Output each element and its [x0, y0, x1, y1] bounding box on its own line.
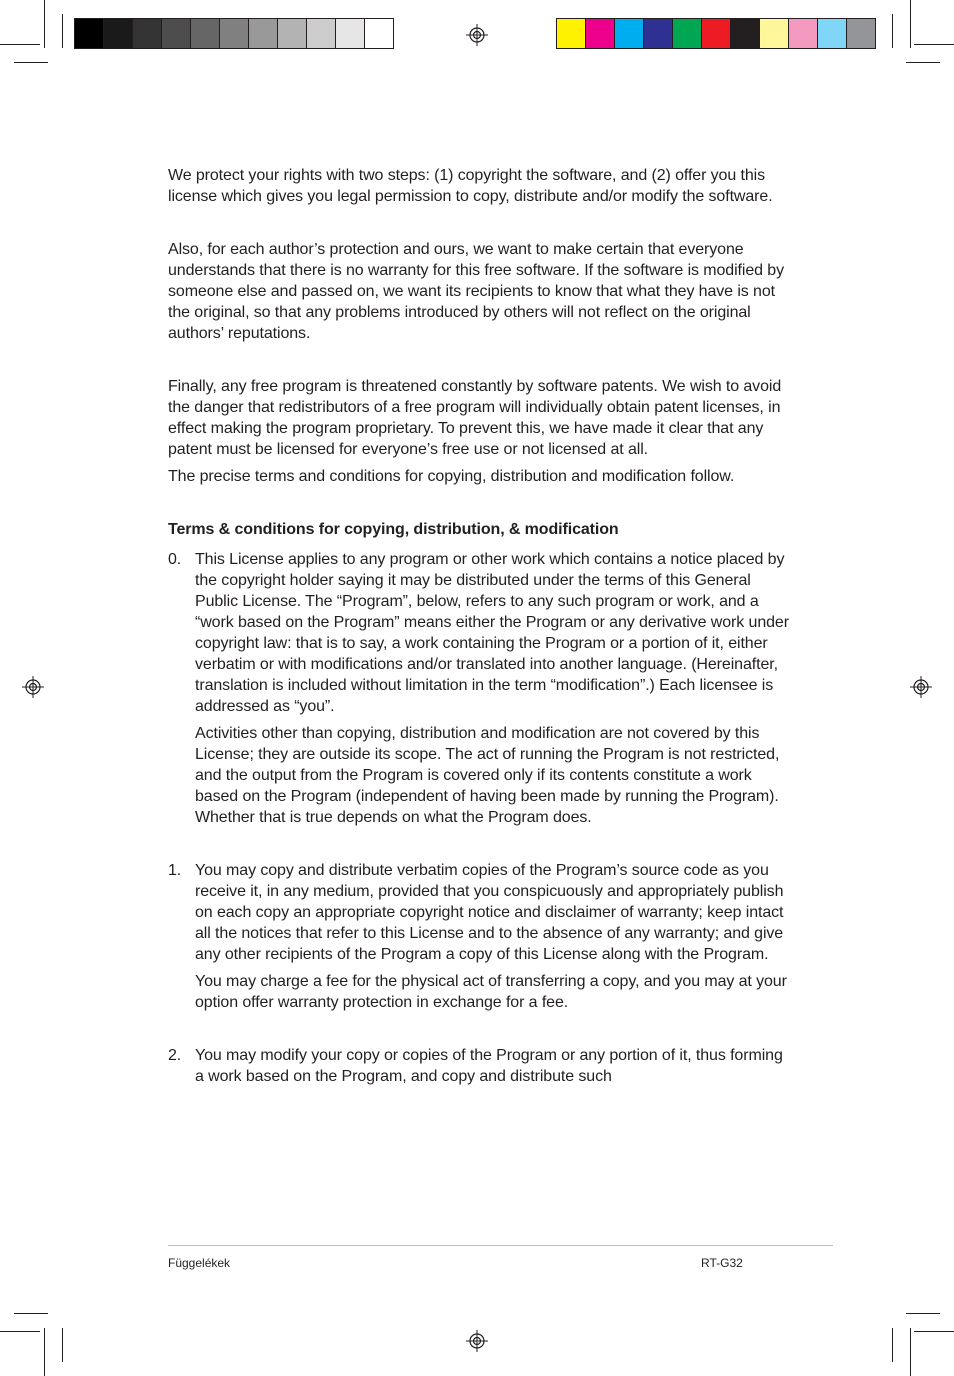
grayscale-swatch — [133, 19, 162, 48]
process-color-swatch — [731, 19, 760, 48]
paragraph: Finally, any free program is threatened constantly by software patents. We wish to avoid the danger that redistributors of a free program will individually obtain patent licenses, in effect making the program proprietary. To prevent this, we have made it clear that any patent must be licensed for everyone’s free use or not licensed at all. — [168, 378, 782, 458]
process-color-swatch — [847, 19, 875, 48]
grayscale-bar — [74, 18, 394, 49]
item-paragraph: You may modify your copy or copies of the Program or any portion of it, thus forming a work based on the Program, and copy and distribute such — [195, 1047, 783, 1085]
process-color-swatch — [615, 19, 644, 48]
terms-heading: Terms & conditions for copying, distribution, & modification — [168, 521, 619, 538]
process-color-swatch — [702, 19, 731, 48]
process-color-swatch — [673, 19, 702, 48]
list-item — [168, 1045, 793, 1087]
process-color-swatch — [586, 19, 615, 48]
process-color-swatch — [644, 19, 673, 48]
paragraph: The precise terms and conditions for copying, distribution and modification follow. — [168, 468, 735, 485]
item-paragraph: This License applies to any program or other work which contains a notice placed by the copyright holder saying it may be distributed under the terms of this General Public License. The “Program”, below, refers to any such program or work, and a “work based on the Program” means either the Program or any derivative work under copyright law: that is to say, a work containing the Program or a portion of it, either verbatim or with modifications and/or translated into another language. (Hereinafter, translation is included without limitation in the term “modification”.) Each licensee is addressed as “you”. — [195, 551, 789, 715]
crop-mark — [906, 62, 940, 63]
process-color-swatch — [789, 19, 818, 48]
list-item — [168, 549, 793, 828]
item-number: 2. — [168, 1047, 182, 1064]
grayscale-swatch — [104, 19, 133, 48]
crop-mark — [44, 1328, 45, 1376]
crop-mark — [892, 1328, 893, 1362]
grayscale-swatch — [307, 19, 336, 48]
registration-mark-icon — [22, 676, 44, 698]
grayscale-swatch — [162, 19, 191, 48]
registration-mark-icon — [466, 1330, 488, 1352]
grayscale-swatch — [220, 19, 249, 48]
crop-mark — [914, 1331, 954, 1332]
grayscale-swatch — [278, 19, 307, 48]
grayscale-swatch — [249, 19, 278, 48]
crop-mark — [0, 44, 40, 45]
crop-mark — [44, 0, 45, 48]
process-color-bar — [556, 18, 876, 49]
crop-mark — [62, 14, 63, 48]
footer-section-label: Függelékek — [168, 1256, 231, 1270]
item-number: 1. — [168, 862, 182, 879]
crop-mark — [910, 0, 911, 48]
license-text — [168, 165, 793, 1087]
registration-mark-icon — [466, 24, 488, 46]
item-number: 0. — [168, 551, 182, 568]
crop-mark — [910, 1328, 911, 1376]
paragraph: Also, for each author’s protection and ours, we want to make certain that everyone understands that there is no warranty for this free software. If the software is modified by someone else and passed on, we want its recipients to know that what they have is not the original, so that any problems introduced by others will not reflect on the original authors’ reputations. — [168, 241, 784, 342]
crop-mark — [914, 44, 954, 45]
grayscale-swatch — [75, 19, 104, 48]
item-paragraph: You may charge a fee for the physical act of transferring a copy, and you may at your option offer warranty protection in exchange for a fee. — [195, 973, 787, 1011]
process-color-swatch — [557, 19, 586, 48]
paragraph: We protect your rights with two steps: (1) copyright the software, and (2) offer you this license which gives you legal permission to copy, distribute and/or modify the software. — [168, 167, 773, 205]
footer-divider — [168, 1245, 833, 1246]
list-item — [168, 860, 793, 1013]
grayscale-swatch — [336, 19, 365, 48]
process-color-swatch — [818, 19, 847, 48]
crop-mark — [14, 1313, 48, 1314]
crop-mark — [14, 62, 48, 63]
process-color-swatch — [760, 19, 789, 48]
item-paragraph: You may copy and distribute verbatim copies of the Program’s source code as you receive it, in any medium, provided that you conspicuously and appropriately publish on each copy an appropriate copyright notice and disclaimer of warranty; keep intact all the notices that refer to this License and to the absence of any warranty; and give any other recipients of the Program a copy of this License along with the Program. — [195, 862, 784, 963]
grayscale-swatch — [191, 19, 220, 48]
crop-mark — [906, 1313, 940, 1314]
crop-mark — [0, 1331, 40, 1332]
crop-mark — [892, 14, 893, 48]
footer-model-label: RT-G32 — [701, 1256, 743, 1270]
registration-mark-icon — [910, 676, 932, 698]
item-paragraph: Activities other than copying, distribution and modification are not covered by this License; they are outside its scope. The act of running the Program is not restricted, and the output from the Program is covered only if its contents constitute a work based on the Program (independent of having been made by running the Program). Whether that is true depends on what the Program does. — [195, 725, 780, 826]
grayscale-swatch — [365, 19, 393, 48]
crop-mark — [62, 1328, 63, 1362]
